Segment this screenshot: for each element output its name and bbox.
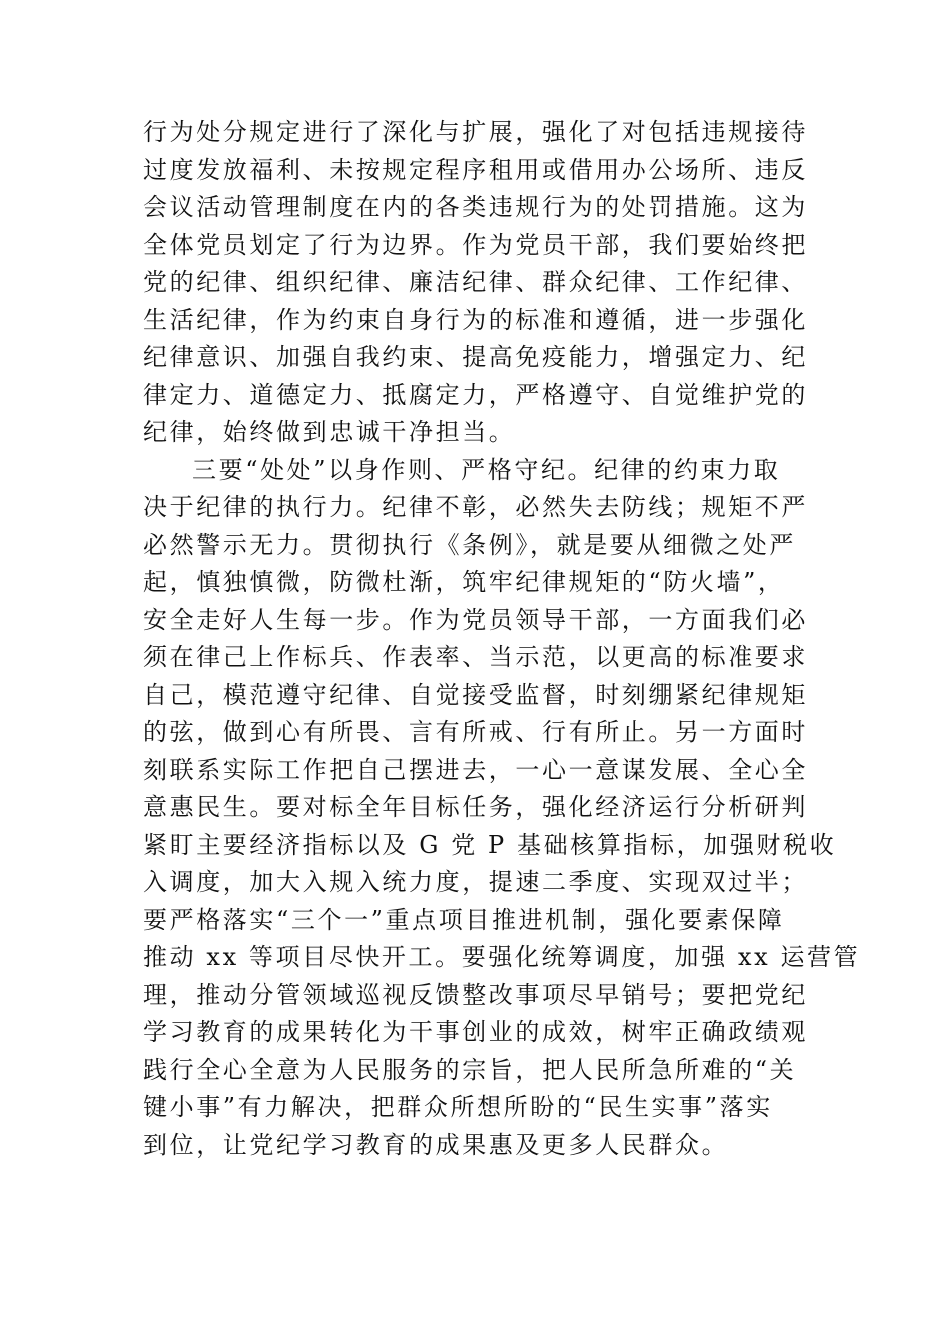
text-line: 须在律己上作标兵、作表率、当示范，以更高的标准要求 (143, 643, 808, 671)
text-line: 起，慎独慎微，防微杜渐，筑牢纪律规矩的“防火墙”， (143, 568, 785, 596)
text-line: 到位，让党纪学习教育的成果惠及更多人民群众。 (143, 1130, 729, 1159)
text-line: 三要“处处”以身作则、严格守纪。纪律的约束力取 (192, 455, 781, 484)
text-line: 行为处分规定进行了深化与扩展，强化了对包括违规接待 (143, 118, 808, 146)
paragraph-2 (143, 452, 861, 1165)
text-line: 决于纪律的执行力。纪律不彰，必然失去防线；规矩不严 (143, 493, 808, 521)
paragraph-1 (143, 114, 813, 452)
text-line: 党的纪律、组织纪律、廉洁纪律、群众纪律、工作纪律、 (143, 268, 808, 296)
text-line: 要严格落实“三个一”重点项目推进机制，强化要素保障 (143, 905, 785, 934)
text-line: 纪律，始终做到忠诚干净担当。 (143, 418, 516, 446)
text-line: 必然警示无力。贯彻执行《条例》，就是要从细微之处严 (143, 530, 796, 559)
text-line: 过度发放福利、未按规定程序租用或借用办公场所、违反 (143, 155, 808, 184)
text-line: 刻联系实际工作把自己摆进去，一心一意谋发展、全心全 (143, 755, 808, 784)
text-line: 会议活动管理制度在内的各类违规行为的处罚措施。这为 (143, 193, 808, 221)
text-line: 理，推动分管领域巡视反馈整改事项尽早销号；要把党纪 (143, 980, 808, 1009)
text-line: 键小事”有力解决，把群众所想所盼的“民生实事”落实 (143, 1093, 773, 1121)
text-line: 的弦，做到心有所畏、言有所戒、行有所止。另一方面时 (143, 718, 808, 746)
text-line: 自己，模范遵守纪律、自觉接受监督，时刻绷紧纪律规矩 (143, 680, 808, 709)
text-line: 学习教育的成果转化为干事创业的成效，树牢正确政绩观 (143, 1018, 808, 1046)
text-line: 推动 xx 等项目尽快开工。要强化统筹调度，加强 xx 运营管 (143, 943, 861, 971)
text-line: 紧盯主要经济指标以及 G 党 P 基础核算指标，加强财税收 (143, 830, 837, 859)
text-line: 全体党员划定了行为边界。作为党员干部，我们要始终把 (143, 230, 808, 259)
text-line: 生活纪律，作为约束自身行为的标准和遵循，进一步强化 (143, 305, 808, 334)
text-line: 践行全心全意为人民服务的宗旨，把人民所急所难的“关 (143, 1055, 797, 1084)
text-line: 入调度，加大入规入统力度，提速二季度、实现双过半； (143, 868, 808, 896)
text-line: 律定力、道德定力、抵腐定力，严格遵守、自觉维护党的 (143, 380, 808, 409)
document-body (143, 114, 861, 1164)
text-line: 纪律意识、加强自我约束、提高免疫能力，增强定力、纪 (143, 343, 808, 371)
text-line: 意惠民生。要对标全年目标任务，强化经济运行分析研判 (143, 793, 808, 821)
text-line: 安全走好人生每一步。作为党员领导干部，一方面我们必 (143, 605, 808, 634)
